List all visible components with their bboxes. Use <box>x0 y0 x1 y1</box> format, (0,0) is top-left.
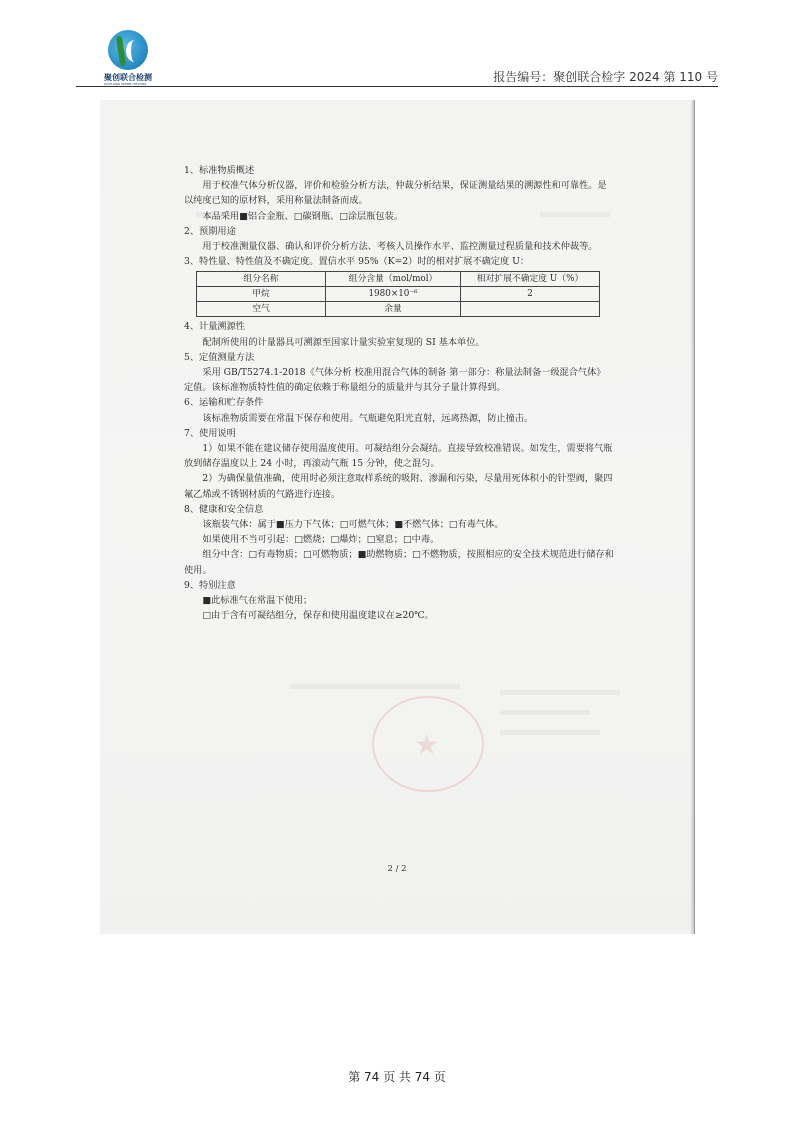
section-7-item-1: 1）如果不能在建议储存使用温度使用。可凝结组分会凝结。直接导致校准错误。如发生，需要将气瓶放到储存温度以上 24 小时，再滚动气瓶 15 分钟，使之混匀。 <box>184 443 613 470</box>
section-8-title: 8、健康和安全信息 <box>184 503 264 515</box>
scan-edge-shadow <box>690 100 694 934</box>
logo-text: 聚创联合检测 <box>104 73 152 82</box>
table-header-cell: 相对扩展不确定度 U（%） <box>461 272 600 287</box>
table-cell: 空气 <box>197 302 326 317</box>
section-4-title: 4、计量溯源性 <box>184 321 245 333</box>
table-cell: 2 <box>461 287 600 302</box>
section-9-note-2: □由于含有可凝结组分，保存和使用温度建议在≥20℃。 <box>202 610 434 622</box>
logo-subtext: JUCHUANG UNITED TESTING <box>104 82 147 86</box>
bleed-through-mark <box>500 730 600 735</box>
section-8-hazards: 如果使用不当可引起：□燃烧；□爆炸；□窒息；□中毒。 <box>202 534 440 546</box>
bleed-through-mark <box>500 690 620 695</box>
section-9-title: 9、特别注意 <box>184 579 236 591</box>
scanned-page <box>100 100 695 934</box>
section-6-title: 6、运输和贮存条件 <box>184 397 264 409</box>
section-8-components: 组分中含：□有毒物质；□可燃物质；■助燃物质；□不燃物质，按照相应的安全技术规范进行储存和使用。 <box>184 549 614 576</box>
company-logo <box>104 30 156 86</box>
bleed-through-mark <box>500 710 590 715</box>
table-row <box>197 302 600 317</box>
section-4-text: 配制所使用的计量器具可溯源至国家计量实验室复现的 SI 基本单位。 <box>202 336 485 348</box>
table-cell: 甲烷 <box>197 287 326 302</box>
scan-page-number: 2 / 2 <box>387 864 407 874</box>
section-7-title: 7、使用说明 <box>184 427 236 439</box>
faded-stamp-icon <box>372 696 484 792</box>
section-6-text: 该标准物质需要在常温下保存和使用。气瓶避免阳光直射，远离热源，防止撞击。 <box>202 412 534 424</box>
table-header-cell: 组分含量（mol/mol） <box>326 272 461 287</box>
table-cell: 1980×10⁻⁶ <box>326 287 461 302</box>
stamp-star-icon: ★ <box>414 728 440 761</box>
section-8-gas-type: 该瓶装气体：属于■压力下气体；□可燃气体；■不燃气体；□有毒气体。 <box>202 519 504 531</box>
header-divider <box>76 86 718 87</box>
property-table <box>196 271 600 317</box>
section-3-title: 3、特性量、特性值及不确定度。置信水平 95%（K=2）时的相对扩展不确定度 U： <box>184 256 530 268</box>
logo-k-icon <box>126 40 143 62</box>
document-body <box>184 163 614 623</box>
bleed-through-mark <box>290 684 460 689</box>
section-1-title: 1、标准物质概述 <box>184 165 255 176</box>
table-header-row <box>197 272 600 287</box>
section-5-title: 5、定值测量方法 <box>184 351 255 363</box>
table-cell: 余量 <box>326 302 461 317</box>
table-cell <box>461 302 600 317</box>
section-2-text: 用于校准测量仪器、确认和评价分析方法、考核人员操作水平、监控测量过程质量和技术仲裁等。 <box>202 241 598 253</box>
section-7-item-2: 2）为确保量值准确，使用时必须注意取样系统的吸附、渗漏和污染，尽量用死体积小的针型阀，聚四氟乙烯或不锈钢材质的气路进行连接。 <box>184 473 613 500</box>
section-1-packaging: 本品采用■铝合金瓶、□碳钢瓶、□涂层瓶包装。 <box>202 210 403 222</box>
table-header-cell: 组分名称 <box>197 272 326 287</box>
report-number: 报告编号：聚创联合检字 2024 第 110 号 <box>493 70 718 84</box>
section-1-text: 用于校准气体分析仪器，评价和检验分析方法，仲裁分析结果，保证测量结果的溯源性和可靠性。是以纯度已知的原材料，采用称量法制备而成。 <box>184 180 607 207</box>
section-9-note-1: ■此标准气在常温下使用； <box>202 595 313 607</box>
section-5-text: 采用 GB/T5274.1-2018《气体分析 校准用混合气体的制备 第一部分：称量法制备一级混合气体》定值。该标准物质特性值的确定依赖于称量组分的质量并与其分子量计算得到。 <box>184 367 606 394</box>
table-row <box>197 287 600 302</box>
page-footer: 第 74 页 共 74 页 <box>348 1070 446 1084</box>
section-2-title: 2、预期用途 <box>184 225 236 237</box>
